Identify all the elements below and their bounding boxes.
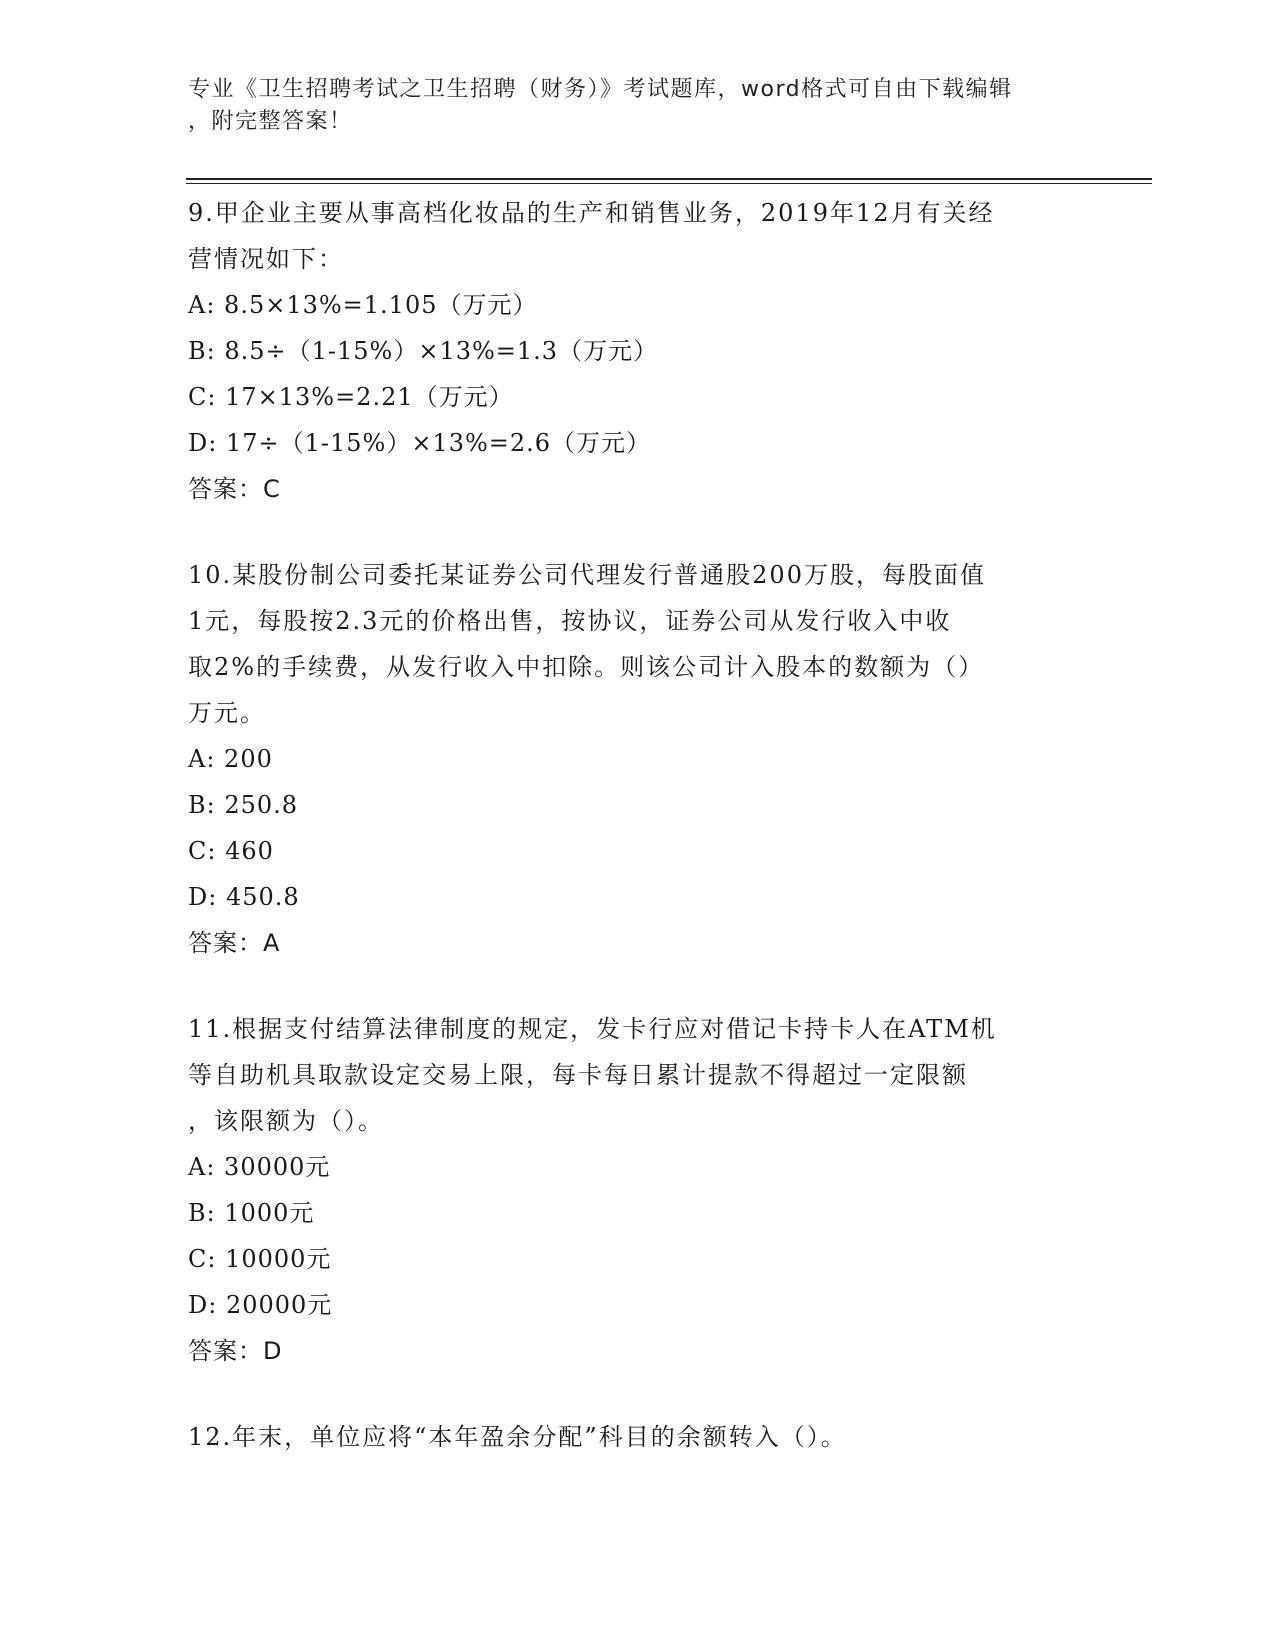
- question-9: [188, 190, 1088, 512]
- question-text-line: 营情况如下：: [188, 245, 344, 273]
- option-b: B: 1000元: [188, 1199, 315, 1227]
- option-c: C: 10000元: [188, 1245, 332, 1273]
- option-d: D: 20000元: [188, 1291, 333, 1319]
- answer-line: 答案：C: [188, 475, 281, 503]
- header-line-2: ，附完整答案！: [188, 109, 353, 134]
- question-text-line: 等自助机具取款设定交易上限，每卡每日累计提款不得超过一定限额: [188, 1061, 968, 1089]
- question-12: [188, 1414, 1088, 1460]
- question-text-line: 9.甲企业主要从事高档化妆品的生产和销售业务，2019年12月有关经: [188, 199, 995, 227]
- question-text-line: 万元。: [188, 699, 266, 727]
- question-text-line: 取2%的手续费，从发行收入中扣除。则该公司计入股本的数额为（）: [188, 653, 985, 681]
- option-c: C: 460: [188, 837, 274, 865]
- option-b: B: 8.5÷（1-15%）×13%=1.3（万元）: [188, 337, 659, 365]
- option-d: D: 17÷（1-15%）×13%=2.6（万元）: [188, 429, 652, 457]
- answer-line: 答案：D: [188, 1337, 283, 1365]
- option-d: D: 450.8: [188, 883, 300, 911]
- question-spacer: [188, 966, 1088, 1006]
- option-a: A: 30000元: [188, 1153, 331, 1181]
- question-text-line: 1元，每股按2.3元的价格出售，按协议，证券公司从发行收入中收: [188, 607, 952, 635]
- option-a: A: 200: [188, 745, 273, 773]
- option-b: B: 250.8: [188, 791, 299, 819]
- answer-line: 答案：A: [188, 929, 281, 957]
- question-list: [188, 190, 1088, 1460]
- option-a: A: 8.5×13%=1.105（万元）: [188, 291, 538, 319]
- question-text-line: 10.某股份制公司委托某证券公司代理发行普通股200万股，每股面值: [188, 561, 986, 589]
- document-header: [188, 74, 1088, 138]
- question-spacer: [188, 1374, 1088, 1414]
- header-divider-thick: [186, 178, 1152, 180]
- header-divider-thin: [186, 183, 1152, 184]
- question-text-line: 12.年末，单位应将“本年盈余分配”科目的余额转入（）。: [188, 1423, 847, 1451]
- question-spacer: [188, 512, 1088, 552]
- header-line-1: 专业《卫生招聘考试之卫生招聘（财务）》考试题库，word格式可自由下载编辑: [188, 77, 1013, 102]
- question-text-line: ，该限额为（）。: [188, 1107, 384, 1135]
- question-11: [188, 1006, 1088, 1374]
- question-text-line: 11.根据支付结算法律制度的规定，发卡行应对借记卡持卡人在ATM机: [188, 1015, 997, 1043]
- question-10: [188, 552, 1088, 966]
- option-c: C: 17×13%=2.21（万元）: [188, 383, 514, 411]
